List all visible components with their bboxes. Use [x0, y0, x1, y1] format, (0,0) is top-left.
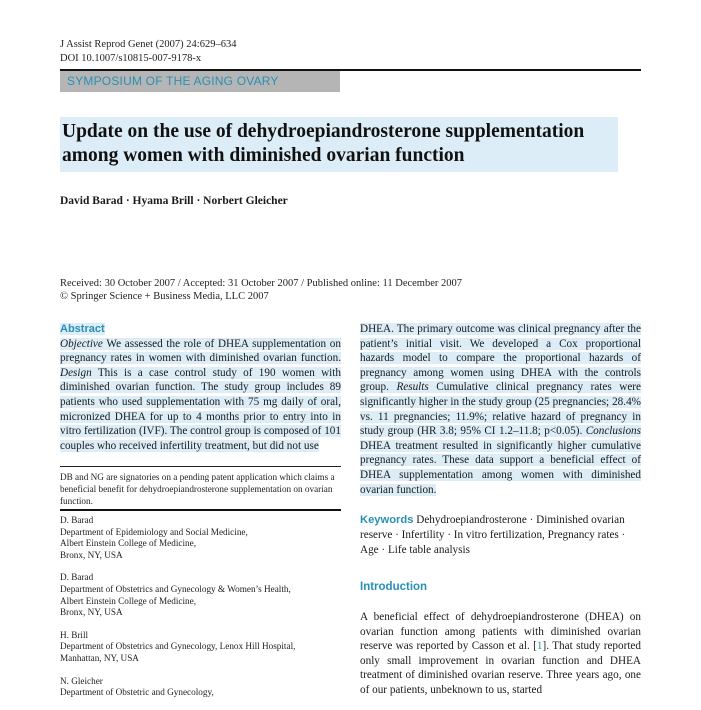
- results-text: Cumulative clinical pregnancy rates were significantly higher in the study group (25 pregnancies; 28.4% vs. 11 pregnancies; 11.9%; relative hazard of pregnancy in study group (HR 3.8; 95% CI 1.2–11.8; p<0.05).: [360, 381, 641, 438]
- received-dates: Received: 30 October 2007 / Accepted: 31 October 2007 / Published online: 11 December 2007: [60, 278, 463, 289]
- affiliation-line: Department of Epidemiology and Social Medicine,: [60, 526, 248, 537]
- author-separator: ·: [193, 195, 204, 207]
- section-label: SYMPOSIUM OF THE AGING OVARY: [67, 74, 279, 88]
- author-name: Hyama Brill: [132, 195, 194, 207]
- affiliation-line: Albert Einstein College of Medicine,: [60, 538, 196, 549]
- design-label: Design: [60, 366, 92, 379]
- author-list: [60, 195, 288, 207]
- footnote-rule: [60, 466, 341, 467]
- abstract-right: [360, 322, 641, 497]
- abstract-heading: Abstract: [60, 323, 105, 335]
- affiliations: [60, 515, 341, 710]
- keywords-heading: Keywords: [360, 514, 414, 526]
- affiliation-line: Bronx, NY, USA: [60, 607, 123, 618]
- conclusions-label: Conclusions: [585, 425, 642, 438]
- article-title: [60, 117, 618, 172]
- design-text: This is a case control study of 190 women with diminished ovarian function. The study group includes 89 patients who used supplementation with 75 mg daily of oral, micronized DHEA for up to 4 months prior to entry into in vitro fertilization (IVF). The control group is composed of 101 couples who received infertility treatment, but did not use: [60, 366, 341, 452]
- intro-paragraph-end: ]. That study reported only small improvement in ovarian function and DHEA treatment of diminished ovarian reserve. Three years ago, one of our patients, unbeknown to us, started: [360, 640, 641, 696]
- title-line-2: among women with diminished ovarian function: [62, 145, 465, 166]
- affiliation-block: [60, 515, 341, 561]
- author-separator: ·: [122, 195, 133, 207]
- keywords-text: Dehydroepiandrosterone · Diminished ovarian reserve · Infertility · In vitro fertilization, Pregnancy rates · Age · Life table analysis: [360, 514, 626, 556]
- keywords-block: [360, 513, 641, 558]
- introduction-text: [360, 610, 641, 698]
- journal-doi: DOI 10.1007/s10815-007-9178-x: [60, 53, 202, 64]
- design-continued: DHEA. The primary outcome was clinical pregnancy after the patient’s initial visit. We developed a Cox proportional hazards model to compare the proportional hazards of pregnancy among women using DHEA with the controls group.: [360, 323, 641, 394]
- conflict-footnote: DB and NG are signatories on a pending patent application which claims a beneficial benefit for dehydroepiandrosterone supplementation on ovarian function.: [60, 472, 335, 506]
- copyright-line: © Springer Science + Business Media, LLC 2007: [60, 291, 269, 302]
- citation-link[interactable]: 1: [536, 640, 543, 653]
- journal-citation: J Assist Reprod Genet (2007) 24:629–634: [60, 39, 237, 50]
- affiliation-block: [60, 630, 341, 665]
- affiliation-line: Department of Obstetric and Gynecology,: [60, 687, 214, 698]
- author-name: Norbert Gleicher: [203, 195, 288, 207]
- objective-text: We assessed the role of DHEA supplementation on pregnancy rates in women with diminished ovarian function.: [60, 337, 341, 365]
- affiliation-line: Albert Einstein College of Medicine,: [60, 595, 196, 606]
- affiliation-name: N. Gleicher: [60, 675, 103, 686]
- intro-paragraph-start: A beneficial effect of dehydroepiandrosterone (DHEA) on ovarian function among patients with diminished ovarian reserve was reported by Casson et al. [: [360, 611, 641, 653]
- abstract-left: [60, 322, 341, 453]
- affiliation-block: [60, 676, 341, 699]
- affiliation-line: Department of Obstetrics and Gynecology, Lenox Hill Hospital,: [60, 641, 296, 652]
- section-banner: [60, 71, 340, 92]
- affiliation-name: D. Barad: [60, 515, 94, 525]
- conclusions-text: DHEA treatment resulted in significantly higher cumulative pregnancy rates. These data support a beneficial effect of DHEA supplementation among women with diminished ovarian function.: [360, 439, 641, 496]
- affiliation-line: Manhattan, NY, USA: [60, 652, 139, 663]
- results-label: Results: [396, 381, 429, 394]
- author-name: David Barad: [60, 195, 123, 207]
- affiliation-block: [60, 572, 341, 618]
- affiliation-line: Department of Obstetrics and Gynecology & Women’s Health,: [60, 583, 291, 594]
- affiliation-line: Bronx, NY, USA: [60, 549, 123, 560]
- affiliation-name: H. Brill: [60, 629, 89, 640]
- journal-header: [60, 38, 236, 66]
- affiliation-rule: [60, 509, 341, 511]
- affiliation-name: D. Barad: [60, 572, 94, 583]
- publication-dates: [60, 277, 462, 303]
- objective-label: Objective: [60, 337, 103, 350]
- title-line-1: Update on the use of dehydroepiandrosterone supplementation: [62, 121, 585, 142]
- introduction-heading: Introduction: [360, 581, 428, 593]
